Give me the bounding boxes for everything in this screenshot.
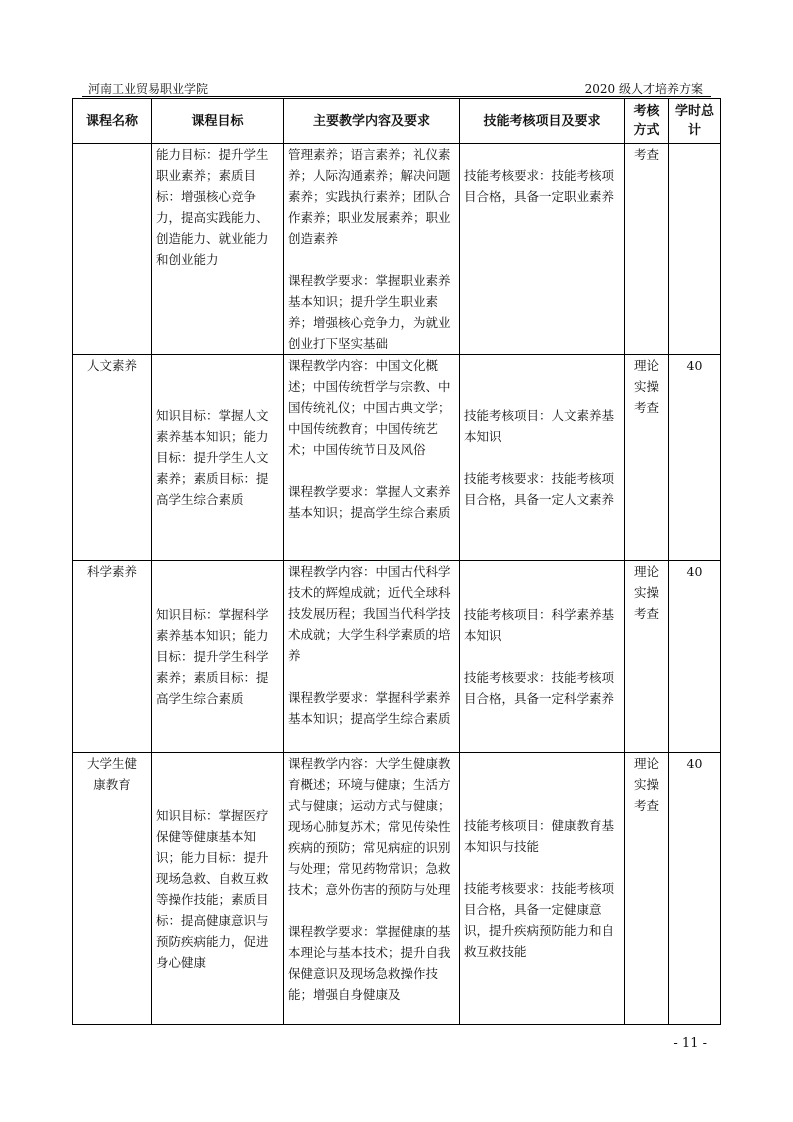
exam-method: 理论实操考查 xyxy=(625,753,669,1025)
course-goal-text: 知识目标：掌握人文素养基本知识；能力目标：提升学生人文素养；素质目标：提高学生综合素质 xyxy=(156,408,269,507)
column-header-main-content: 主要教学内容及要求 xyxy=(284,99,460,144)
course-name: 人文素养 xyxy=(73,355,152,561)
total-hours: 40 xyxy=(669,561,721,753)
header-plan-title: 2020 级人才培养方案 xyxy=(584,82,703,96)
table-header-row xyxy=(73,99,721,144)
skill-exam-requirement: 技能考核要求：技能考核项目合格，具备一定人文素养 xyxy=(464,471,615,507)
skill-exam xyxy=(460,355,625,561)
skill-exam xyxy=(460,561,625,753)
skill-exam-item: 技能考核要求：技能考核项目合格，具备一定职业素养 xyxy=(464,168,615,204)
teaching-content xyxy=(284,144,460,355)
curriculum-table xyxy=(72,98,721,1025)
total-hours: 40 xyxy=(669,355,721,561)
exam-method: 理论实操考查 xyxy=(625,561,669,753)
skill-exam-requirement: 技能考核要求：技能考核项目合格，具备一定科学素养 xyxy=(464,670,615,706)
teaching-content-main: 课程教学内容：大学生健康教育概述；环境与健康；生活方式与健康；运动方式与健康；现场心肺复苏术；常见传染性疾病的预防；常见病症的识别与处理；常见药物常识；急救技术；意外伤害的预防与处理 xyxy=(288,756,451,897)
teaching-content-main: 管理素养；语言素养；礼仪素养；人际沟通素养；解决问题素养；实践执行素养；团队合作素养；职业发展素养；职业创造素养 xyxy=(288,147,451,246)
total-hours xyxy=(669,144,721,355)
course-goal xyxy=(152,355,284,561)
exam-method: 理论实操考查 xyxy=(625,355,669,561)
total-hours: 40 xyxy=(669,753,721,1025)
table-row xyxy=(73,355,721,561)
table-row xyxy=(73,753,721,1025)
teaching-content xyxy=(284,561,460,753)
column-header-exam-method: 考核方式 xyxy=(625,99,669,144)
course-name: 大学生健康教育 xyxy=(73,753,152,1025)
skill-exam-item: 技能考核项目：健康教育基本知识与技能 xyxy=(464,818,615,854)
course-goal xyxy=(152,753,284,1025)
skill-exam xyxy=(460,144,625,355)
course-goal xyxy=(152,561,284,753)
teaching-content-main: 课程教学内容：中国古代科学技术的辉煌成就；近代全球科技发展历程；我国当代科学技术成就；大学生科学素质的培养 xyxy=(288,564,451,663)
skill-exam xyxy=(460,753,625,1025)
course-goal: 能力目标：提升学生职业素养；素质目标：增强核心竞争力，提高实践能力、创造能力、就业能力和创业能力 xyxy=(152,144,284,355)
header-institution: 河南工业贸易职业学院 xyxy=(88,82,209,96)
table-row xyxy=(73,144,721,355)
exam-method: 考查 xyxy=(625,144,669,355)
column-header-total-hours: 学时总计 xyxy=(669,99,721,144)
table-row xyxy=(73,561,721,753)
teaching-requirements: 课程教学要求：掌握健康的基本理论与基本技术；提升自我保健意识及现场急救操作技能；增强自身健康及 xyxy=(288,924,451,1002)
teaching-content xyxy=(284,355,460,561)
teaching-content xyxy=(284,753,460,1025)
teaching-requirements: 课程教学要求：掌握职业素养基本知识；提升学生职业素养；增强核心竞争力，为就业创业打下坚实基础 xyxy=(288,273,451,351)
column-header-skill-exam: 技能考核项目及要求 xyxy=(460,99,625,144)
teaching-requirements: 课程教学要求：掌握科学素养基本知识；提高学生综合素质 xyxy=(288,690,451,726)
course-goal-text: 知识目标：掌握医疗保健等健康基本知识；能力目标：提升现场急救、自救互救等操作技能；素质目标：提高健康意识与预防疾病能力，促进身心健康 xyxy=(156,807,269,970)
skill-exam-requirement: 技能考核要求：技能考核项目合格，具备一定健康意识，提升疾病预防能力和自救互救技能 xyxy=(464,881,615,959)
teaching-content-main: 课程教学内容：中国文化概述；中国传统哲学与宗教、中国传统礼仪；中国古典文学；中国传统教育；中国传统艺术；中国传统节日及风俗 xyxy=(288,358,451,457)
course-name: 科学素养 xyxy=(73,561,152,753)
column-header-course-goal: 课程目标 xyxy=(152,99,284,144)
header-divider xyxy=(82,96,711,97)
course-name xyxy=(73,144,152,355)
page-number: - 11 - xyxy=(673,1036,707,1051)
skill-exam-item: 技能考核项目：科学素养基本知识 xyxy=(464,607,615,643)
course-goal-text: 知识目标：掌握科学素养基本知识；能力目标：提升学生科学素养；素质目标：提高学生综合素质 xyxy=(156,607,269,706)
column-header-course-name: 课程名称 xyxy=(73,99,152,144)
teaching-requirements: 课程教学要求：掌握人文素养基本知识；提高学生综合素质 xyxy=(288,484,451,520)
skill-exam-item: 技能考核项目：人文素养基本知识 xyxy=(464,408,615,444)
